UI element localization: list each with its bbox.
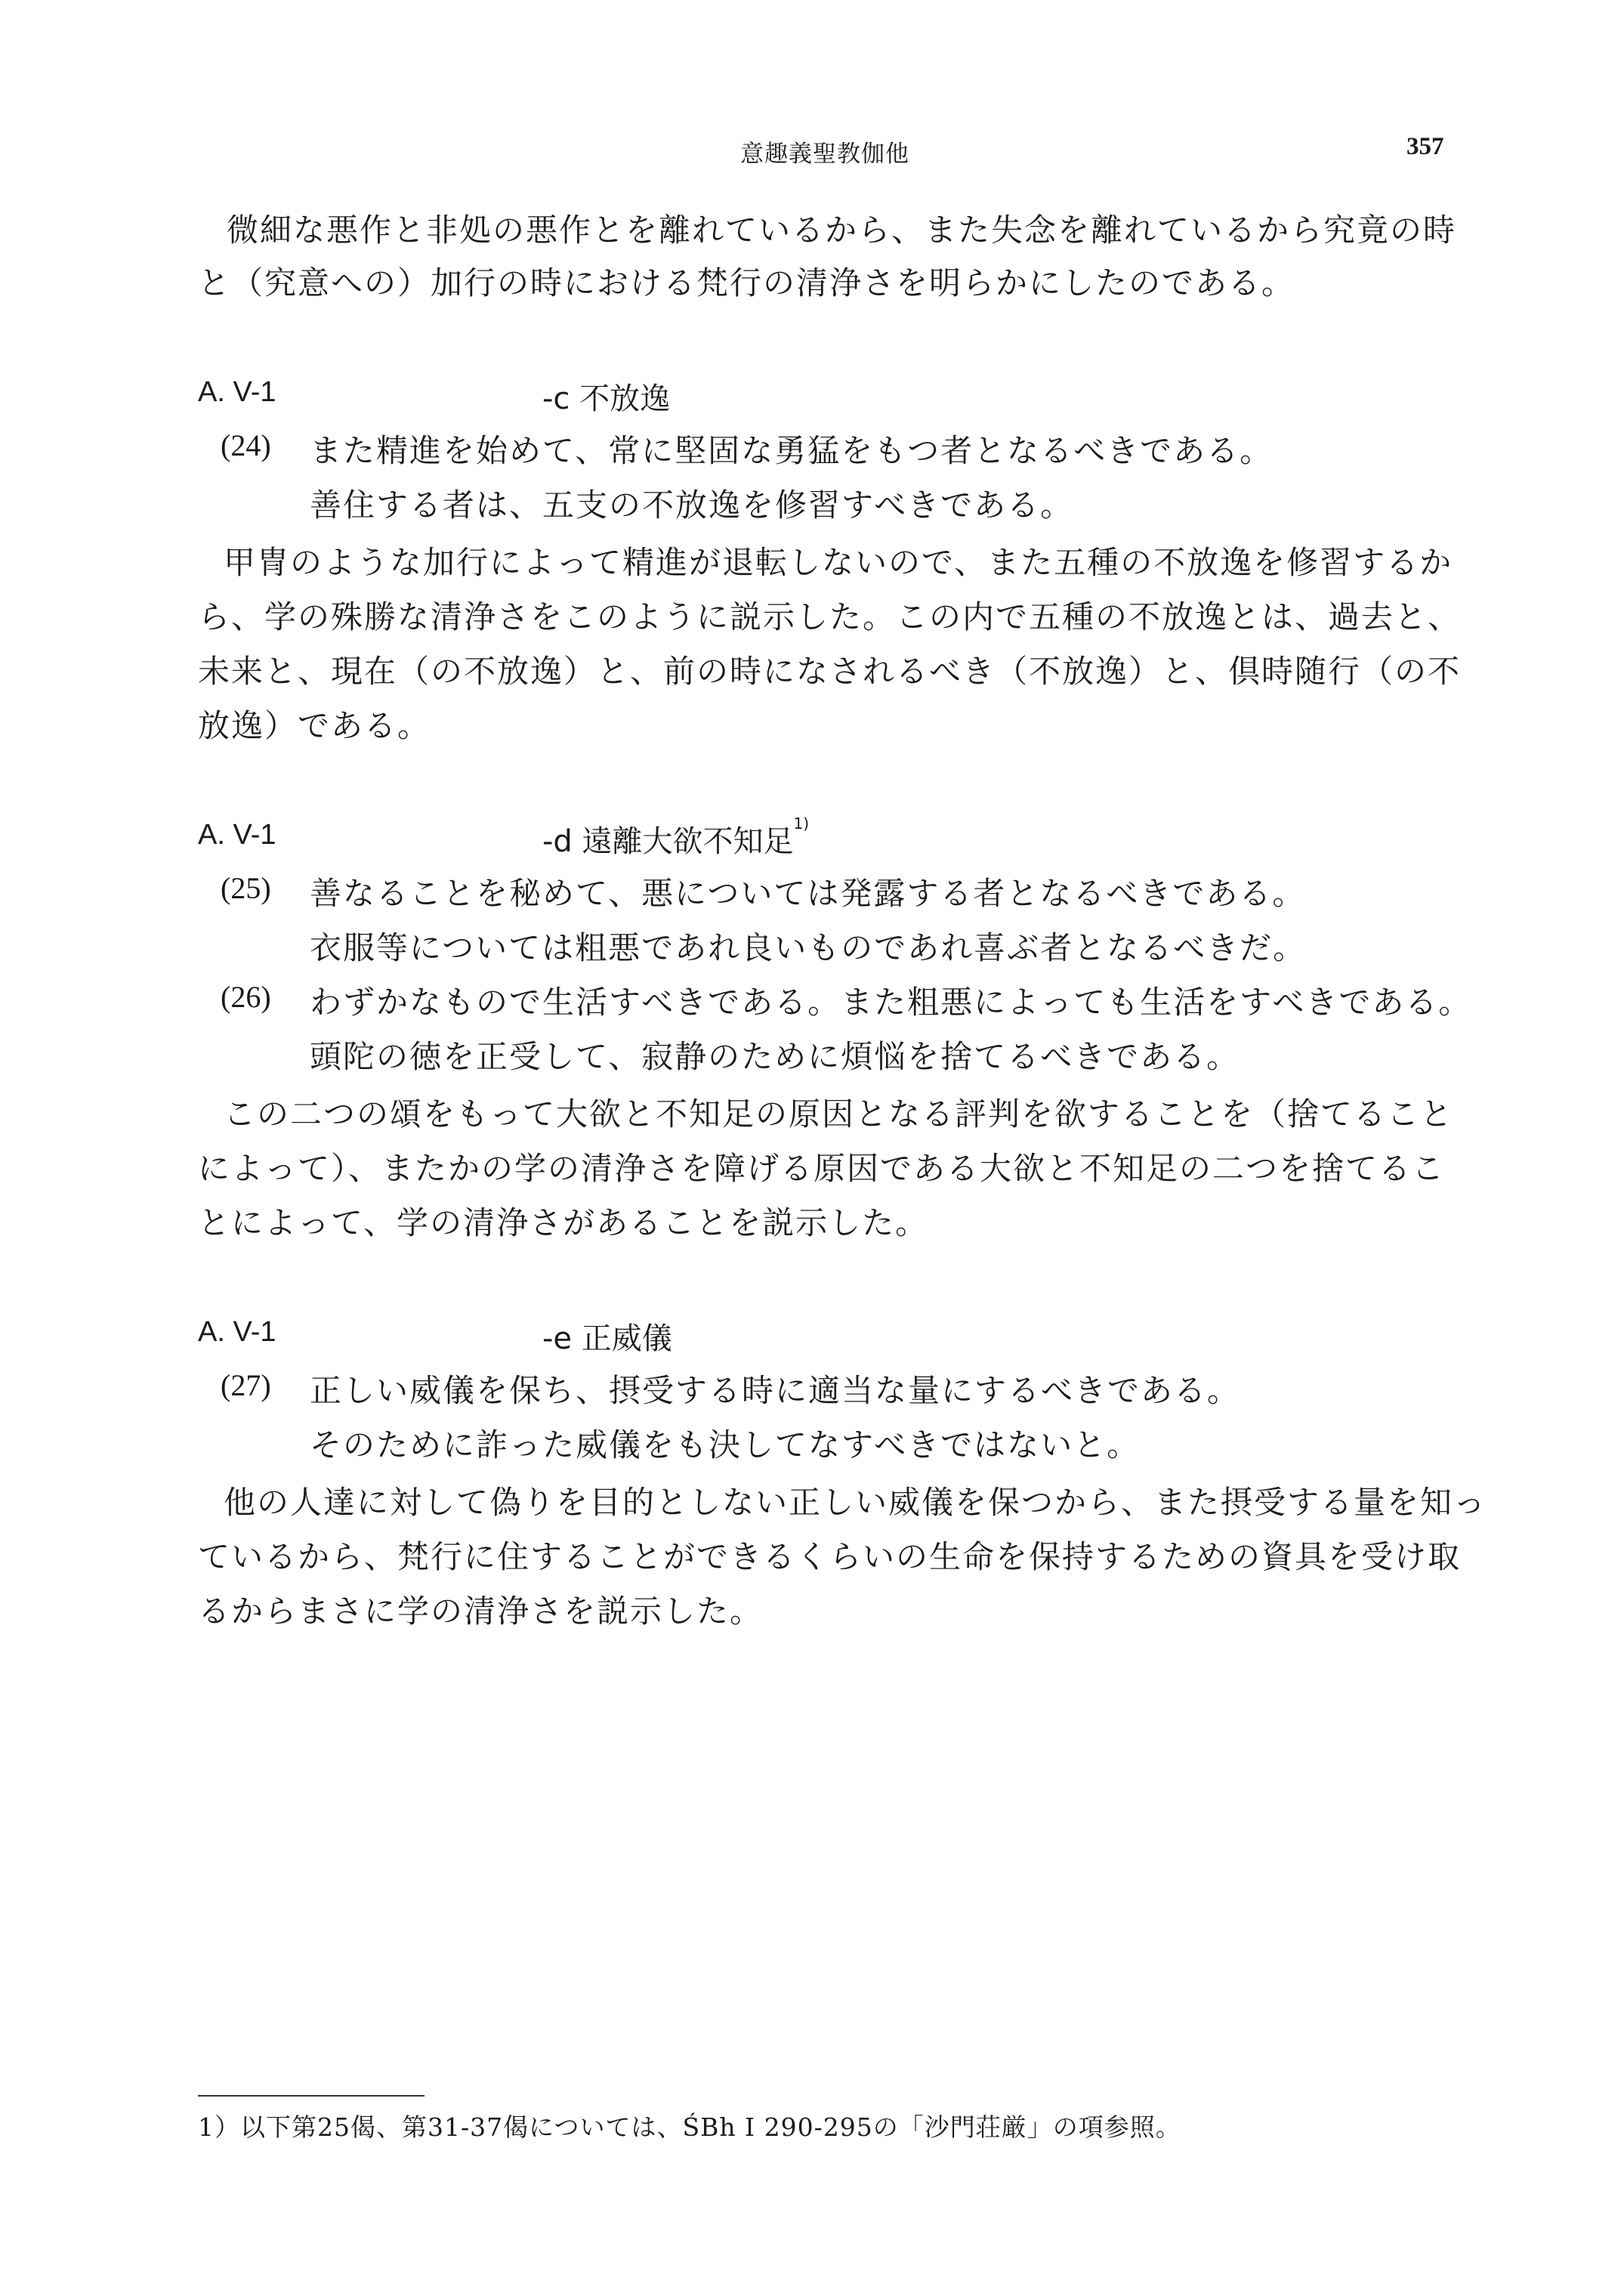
verse-25-line-1: 善なることを秘めて、悪については発露する者となるべきである。: [310, 875, 1306, 912]
section-e-commentary-2: ているから、梵行に住することができるくらいの生命を保持するための資具を受け取: [198, 1538, 1462, 1575]
verse-25-line-2: 衣服等については粗悪であれ良いものであれ喜ぶ者となるべきだ。: [310, 929, 1307, 966]
section-c-commentary-4: 放逸）である。: [198, 707, 431, 744]
section-c-label: A. V-1: [198, 376, 276, 408]
verse-26-number: (26): [221, 980, 271, 1014]
footnote-1: 1）以下第25偈、第31-37偈については、ŚBh I 290-295の「沙門荘厳」の項参照。: [198, 2112, 1181, 2142]
section-e-commentary-1: 他の人達に対して偽りを目的としない正しい威儀を保つから、また摂受する量を知っ: [224, 1484, 1487, 1521]
intro-line-1: 微細な悪作と非処の悪作とを離れているから、また失念を離れているから究竟の時: [227, 212, 1457, 249]
verse-25-number: (25): [221, 871, 271, 905]
section-d-title-text: -d 遠離大欲不知足: [542, 824, 794, 859]
section-d-commentary-3: とによって、学の清浄さがあることを説示した。: [198, 1204, 929, 1241]
verse-24-line-1: また精進を始めて、常に堅固な勇猛をもつ者となるべきである。: [310, 432, 1274, 469]
verse-24-line-2: 善住する者は、五支の不放逸を修習すべきである。: [310, 487, 1074, 524]
verse-24-number: (24): [221, 428, 271, 462]
section-c-commentary-2: ら、学の殊勝な清浄さをこのように説示した。この内で五種の不放逸とは、過去と、: [198, 598, 1462, 635]
section-c-title: -c 不放逸: [542, 382, 671, 416]
verse-26-line-1: わずかなもので生活すべきである。また粗悪によっても生活をすべきである。: [310, 984, 1472, 1021]
section-e-commentary-3: るからまさに学の清浄さを説示した。: [198, 1593, 764, 1630]
section-e-title: -e 正威儀: [542, 1321, 672, 1356]
section-e-label: A. V-1: [198, 1316, 276, 1348]
footnote-marker: 1): [793, 814, 810, 833]
verse-27-line-1: 正しい威儀を保ち、摂受する時に適当な量にするべきである。: [310, 1372, 1241, 1409]
footnote-divider: [198, 2095, 425, 2097]
section-d-commentary-2: によって）、またかの学の清浄さを障げる原因である大欲と不知足の二つを捨てるこ: [198, 1150, 1446, 1187]
running-header-title: 意趣義聖教伽他: [740, 141, 909, 168]
verse-27-line-2: そのために詐った威儀をも決してなすべきではないと。: [310, 1426, 1141, 1463]
section-d-title: [542, 814, 810, 861]
verse-27-number: (27): [221, 1368, 271, 1402]
page-number: 357: [1406, 133, 1444, 160]
section-c-commentary-3: 未来と、現在（の不放逸）と、前の時になされるべき（不放逸）と、倶時随行（の不: [198, 653, 1462, 690]
section-d-commentary-1: この二つの頌をもって大欲と不知足の原因となる評判を欲することを（捨てること: [224, 1095, 1454, 1133]
section-c-commentary-1: 甲冑のような加行によって精進が退転しないので、また五種の不放逸を修習するか: [224, 544, 1453, 581]
verse-26-line-2: 頭陀の徳を正受して、寂静のために煩悩を捨てるべきである。: [310, 1038, 1240, 1075]
intro-line-2: と（究意への）加行の時における梵行の清浄さを明らかにしたのである。: [198, 264, 1295, 301]
section-d-label: A. V-1: [198, 819, 276, 851]
